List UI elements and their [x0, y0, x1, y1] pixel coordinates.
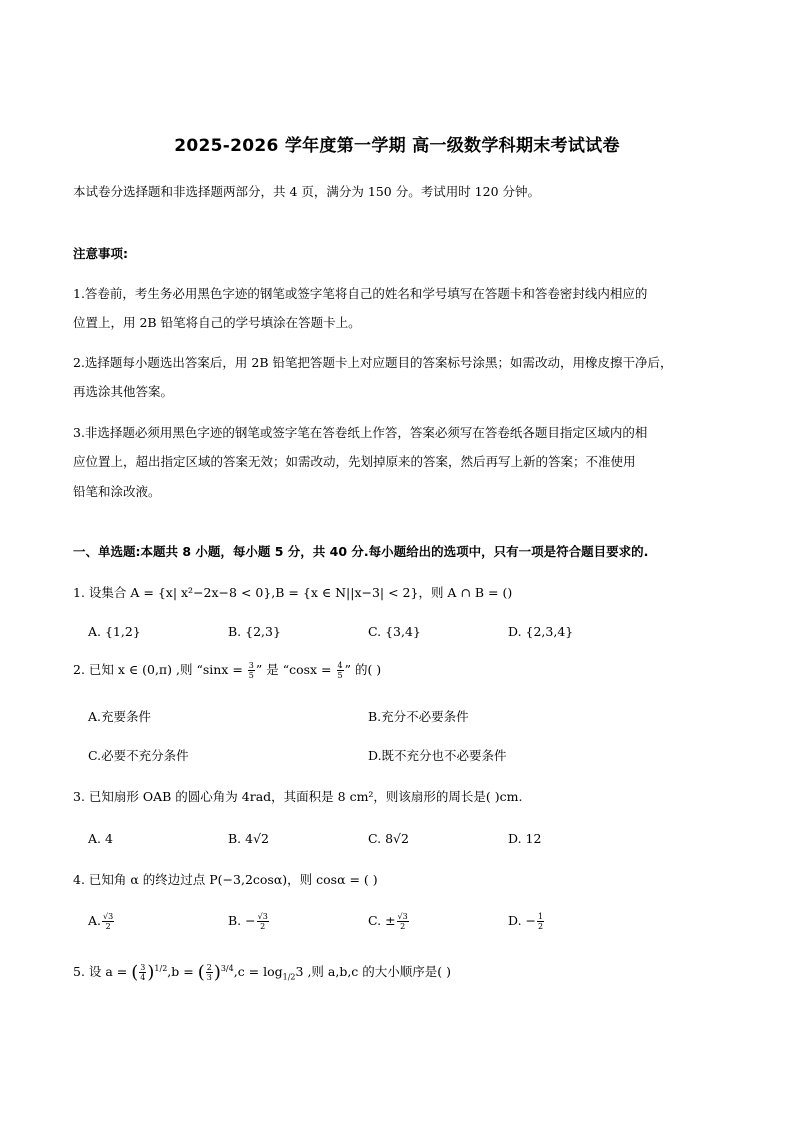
question-2-middle: ” 是 “cosx = — [255, 662, 336, 677]
question-2-prefix: 2. 已知 x ∈ (0,π) ,则 “sinx = — [73, 662, 247, 677]
question-1-option-a: A. {1,2} — [88, 624, 141, 639]
question-2-stem — [73, 660, 381, 680]
question-3-option-b: B. 4√2 — [228, 831, 270, 846]
question-5-b-base: $\frac{2}{3}$ — [206, 963, 212, 982]
question-4-stem: 4. 已知角 α 的终边过点 P(−3,2cosα)，则 cosα = ( ) — [73, 872, 378, 887]
question-2-option-b: B.充分不必要条件 — [368, 709, 469, 724]
intro-text: 本试卷分选择题和非选择题两部分，共 4 页，满分为 150 分。考试用时 120 分钟。 — [73, 184, 541, 199]
question-2-option-c: C.必要不充分条件 — [88, 748, 189, 763]
question-1-option-b: B. {2,3} — [228, 624, 281, 639]
question-4-option-d: D. − $\frac{1}{2}$ — [508, 912, 544, 931]
question-5-b-exponent: 3/4 — [220, 963, 234, 973]
question-3-option-a: A. 4 — [88, 831, 113, 846]
question-2-fraction-2: $\frac{4}{5}$ — [337, 661, 343, 680]
notice-item-1-line-2: 位置上，用 2B 铅笔将自己的学号填涂在答题卡上。 — [73, 315, 361, 330]
section-1-heading: 一、单选题:本题共 8 小题，每小题 5 分，共 40 分.每小题给出的选项中，只有一项是符合题目要求的. — [73, 544, 649, 559]
page-title: 2025-2026 学年度第一学期 高一级数学科期末考试试卷 — [174, 136, 620, 156]
question-3-stem: 3. 已知扇形 OAB 的圆心角为 4rad，其面积是 8 cm²，则该扇形的周长是( )cm. — [73, 789, 523, 804]
question-4-option-b: B. − $\frac{√3}{2}$ — [228, 912, 268, 931]
notice-item-3-line-1: 3.非选择题必须用黑色字迹的钢笔或签字笔在答卷纸上作答，答案必须写在答卷纸各题目指定区域内的相 — [73, 425, 648, 440]
question-4-option-c: C. ± $\frac{√3}{2}$ — [368, 912, 408, 931]
notice-item-3-line-3: 铅笔和涂改液。 — [73, 484, 161, 499]
question-2-suffix: ” 的( ) — [344, 662, 382, 677]
question-1-option-c: C. {3,4} — [368, 624, 421, 639]
question-4-option-a: A. $\frac{√3}{2}$ — [88, 912, 114, 931]
question-3-option-d: D. 12 — [508, 831, 542, 846]
notice-heading: 注意事项: — [73, 246, 128, 261]
question-1-option-d: D. {2,3,4} — [508, 624, 574, 639]
question-5-stem: 5. 设 a = ( $\frac{3}{4}$ )$^{1/2}$,b = ( $\frac{2}{3}$ )$^{3/4},c = \log_{1/2}3$ ,则 a,b,c 的大小顺序是( ) — [73, 962, 451, 983]
notice-item-1-line-1: 1.答卷前，考生务必用黑色字迹的钢笔或签字笔将自己的姓名和学号填写在答题卡和答卷密封线内相应的 — [73, 286, 648, 301]
question-5-log-base: 1/2 — [282, 972, 296, 982]
question-5-a-base: $\frac{3}{4}$ — [140, 963, 146, 982]
question-2-option-d: D.既不充分也不必要条件 — [368, 748, 507, 763]
notice-item-3-line-2: 应位置上，超出指定区域的答案无效；如需改动，先划掉原来的答案，然后再写上新的答案；不准使用 — [73, 454, 636, 469]
notice-item-2-line-1: 2.选择题每小题选出答案后，用 2B 铅笔把答题卡上对应题目的答案标号涂黑；如需改动，用橡皮擦干净后， — [73, 355, 673, 370]
notice-item-2-line-2: 再选涂其他答案。 — [73, 384, 174, 399]
question-2-fraction-1: $\frac{3}{5}$ — [248, 661, 254, 680]
question-1-stem: 1. 设集合 A = {x| x²−2x−8 < 0},B = {x ∈ N||x−3| < 2}，则 A ∩ B = () — [73, 585, 513, 600]
question-2-option-a: A.充要条件 — [88, 709, 152, 724]
question-3-option-c: C. 8√2 — [368, 831, 409, 846]
question-5-a-exponent: 1/2 — [154, 963, 168, 973]
